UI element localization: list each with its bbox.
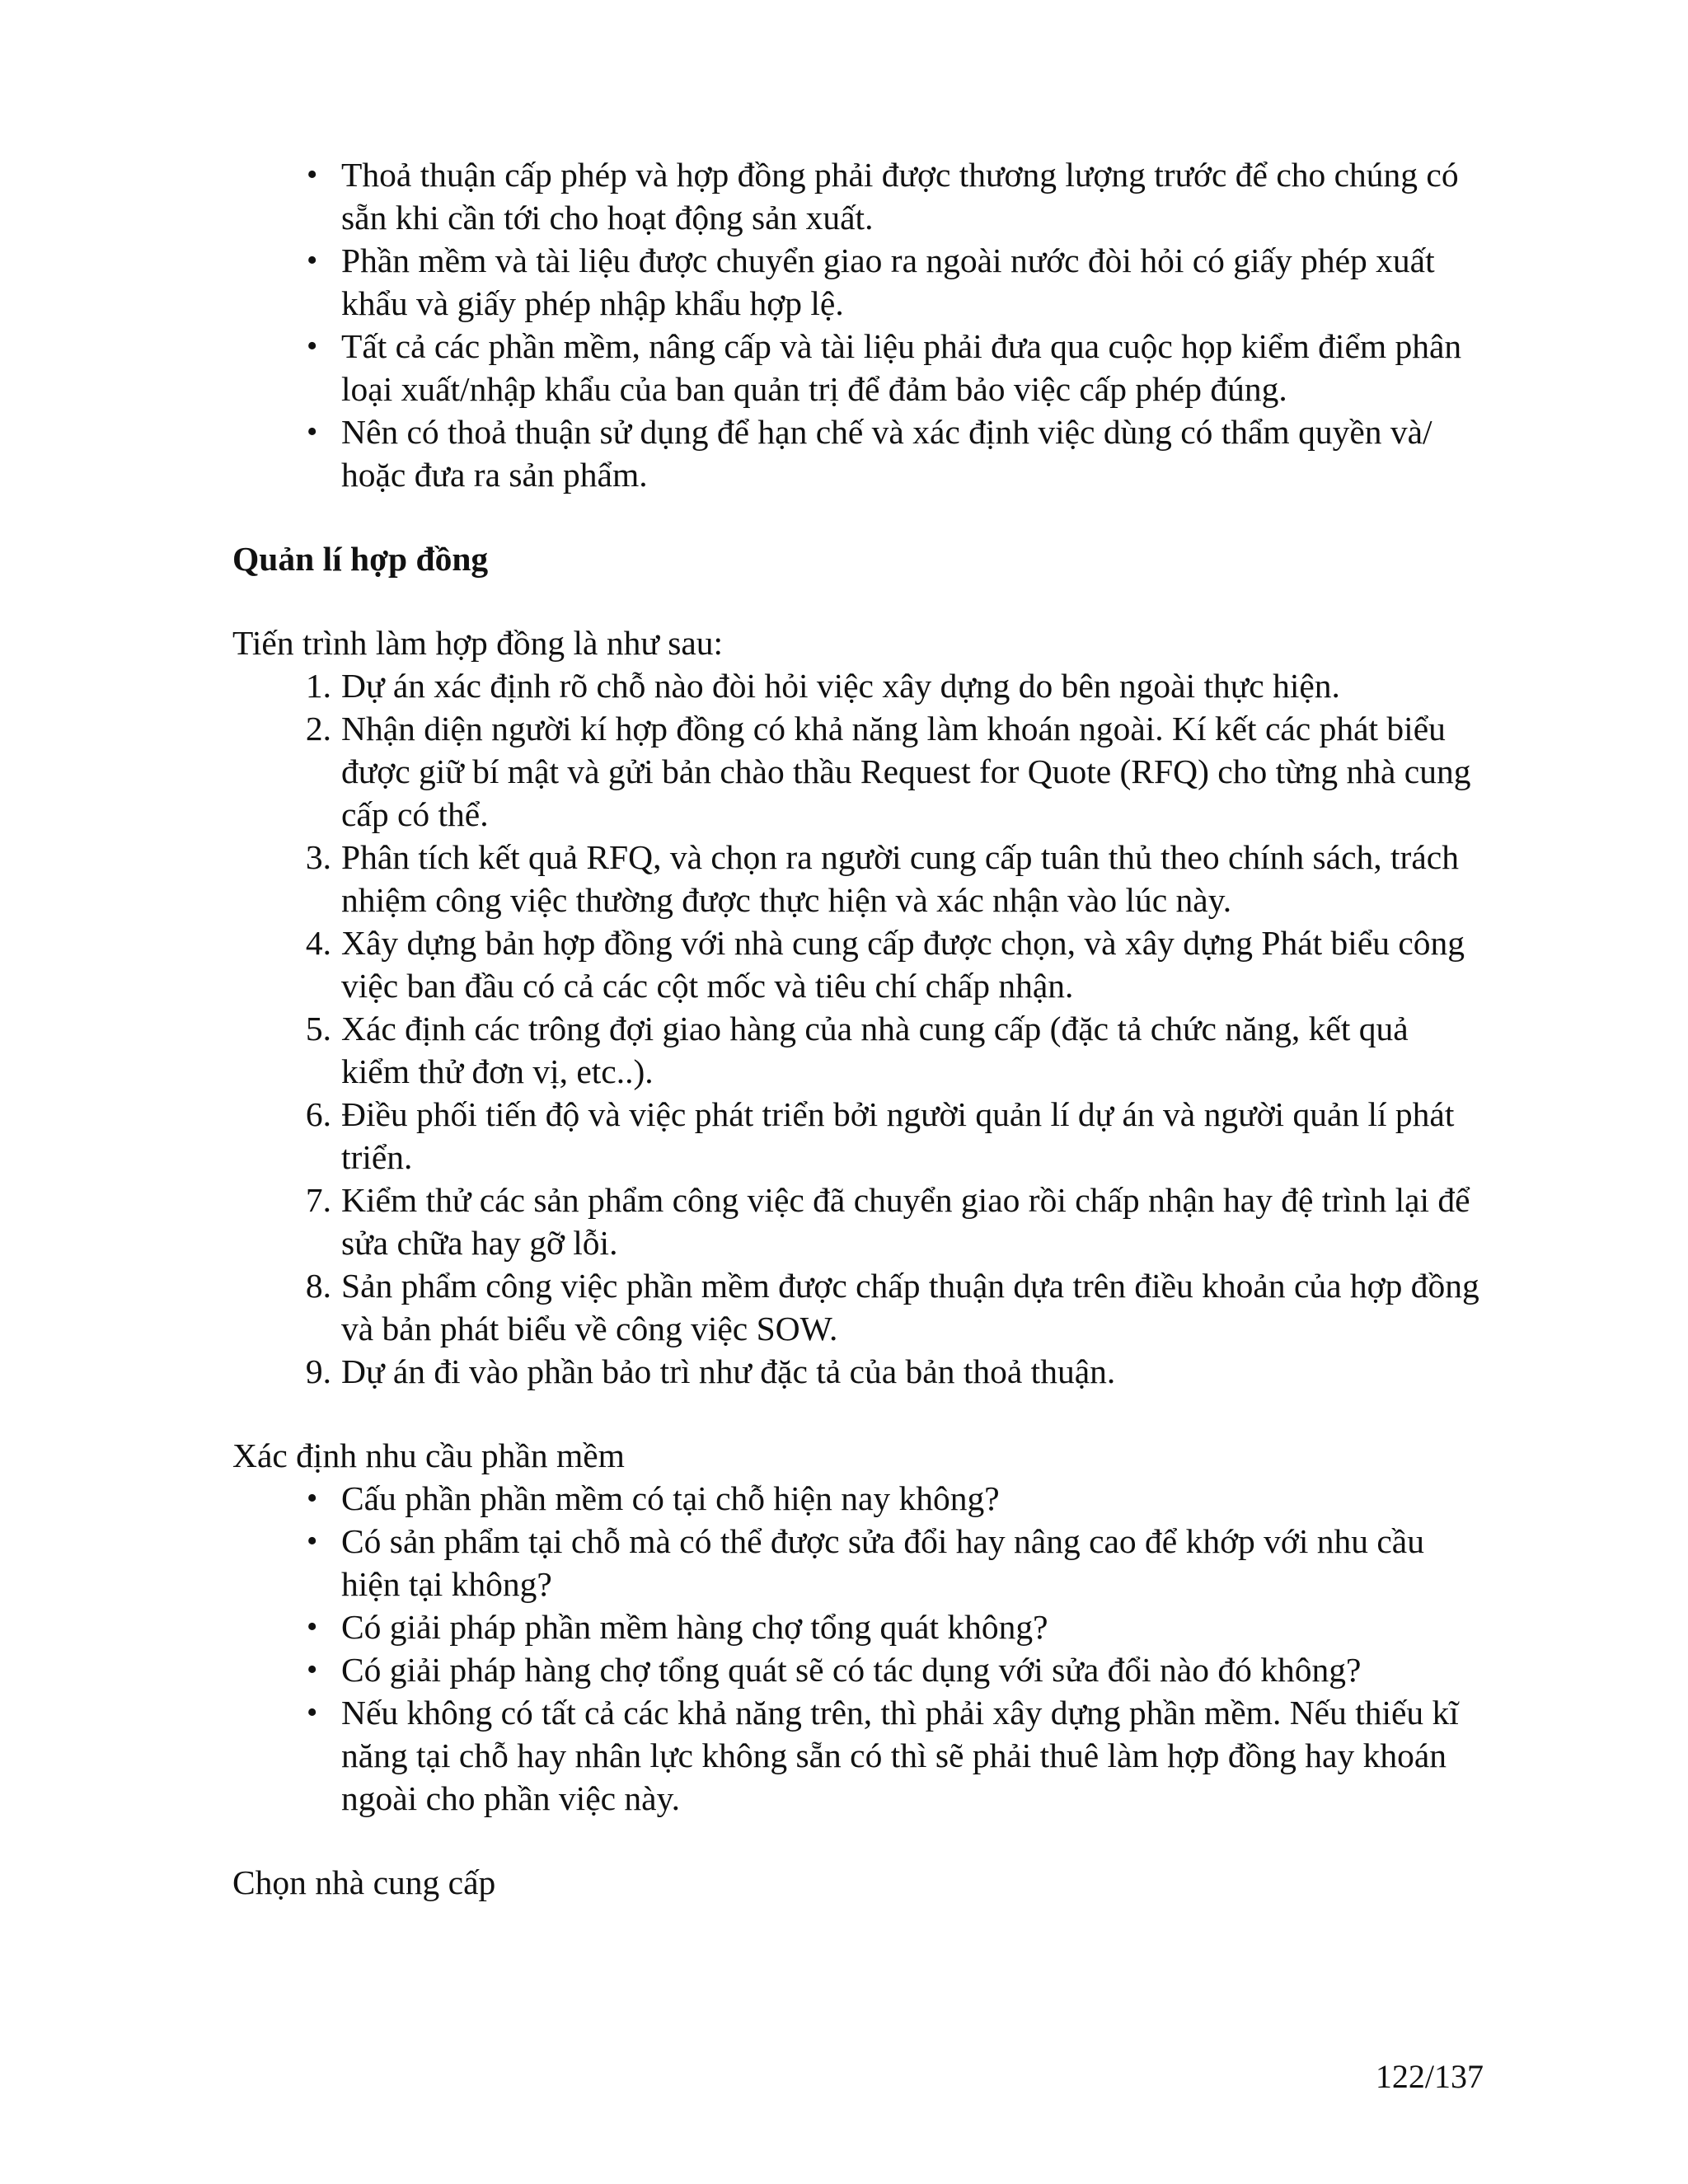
bullet-icon: • — [307, 1695, 318, 1730]
bullet-icon: • — [307, 1610, 318, 1644]
list-item — [232, 1350, 1485, 1393]
page-number: 122/137 — [1375, 2058, 1484, 2095]
bullet-icon: • — [307, 243, 318, 278]
list-item-text: Dự án xác định rõ chỗ nào đòi hỏi việc xây dựng do bên ngoài thực hiện. — [341, 667, 1340, 705]
list-item-text: Nhận diện người kí hợp đồng có khả năng làm khoán ngoài. Kí kết các phát biểu được giữ bí mật và gửi bản chào thầu Request for Quote (RFQ) cho từng nhà cung cấp có thể. — [341, 710, 1471, 833]
step-number: 3. — [305, 838, 331, 876]
step-number: 7. — [305, 1181, 331, 1219]
list-item — [232, 664, 1485, 707]
bullet-icon: • — [307, 157, 318, 192]
list-item — [232, 1179, 1485, 1264]
bullet-icon: • — [307, 1481, 318, 1516]
supplier-selection-heading: Chọn nhà cung cấp — [232, 1863, 496, 1901]
list-item — [232, 1520, 1485, 1605]
list-item — [232, 1093, 1485, 1179]
step-number: 8. — [305, 1267, 331, 1305]
bullet-icon: • — [307, 1524, 318, 1558]
list-item — [232, 1648, 1485, 1691]
needs-bullet-list — [232, 1477, 1485, 1820]
list-item — [232, 707, 1485, 836]
list-item — [232, 239, 1485, 325]
list-item-text: Sản phẩm công việc phần mềm được chấp thuận dựa trên điều khoản của hợp đồng và bản phát biểu về công việc SOW. — [341, 1267, 1479, 1347]
step-number: 4. — [305, 924, 331, 962]
list-item-text: Xác định các trông đợi giao hàng của nhà cung cấp (đặc tả chức năng, kết quả kiểm thử đơn vị, etc..). — [341, 1010, 1409, 1090]
needs-heading: Xác định nhu cầu phần mềm — [232, 1436, 625, 1474]
step-number: 1. — [305, 667, 331, 705]
list-item-text: Nếu không có tất cả các khả năng trên, thì phải xây dựng phần mềm. Nếu thiếu kĩ năng tại chỗ hay nhân lực không sẵn có thì sẽ phải thuê làm hợp đồng hay khoán ngoài cho phần việc này. — [341, 1694, 1459, 1817]
list-item-text: Dự án đi vào phần bảo trì như đặc tả của bản thoả thuận. — [341, 1352, 1116, 1390]
list-item-text: Phân tích kết quả RFQ, và chọn ra người cung cấp tuân thủ theo chính sách, trách nhiệm công việc thường được thực hiện và xác nhận vào lúc này. — [341, 838, 1459, 919]
list-item-text: Nên có thoả thuận sử dụng để hạn chế và xác định việc dùng có thẩm quyền và/ hoặc đưa ra sản phẩm. — [341, 413, 1432, 494]
list-item — [232, 1691, 1485, 1820]
bullet-icon: • — [307, 1652, 318, 1687]
list-item — [232, 1605, 1485, 1648]
list-item-text: Thoả thuận cấp phép và hợp đồng phải được thương lượng trước để cho chúng có sẵn khi cần tới cho hoạt động sản xuất. — [341, 156, 1459, 237]
list-item-text: Phần mềm và tài liệu được chuyển giao ra ngoài nước đòi hỏi có giấy phép xuất khẩu và giấy phép nhập khẩu hợp lệ. — [341, 241, 1435, 322]
list-item-text: Có giải pháp phần mềm hàng chợ tổng quát không? — [341, 1608, 1048, 1646]
step-number: 9. — [305, 1352, 331, 1390]
list-item — [232, 1264, 1485, 1350]
list-item — [232, 921, 1485, 1007]
document-page — [232, 153, 1485, 1904]
bullet-icon: • — [307, 329, 318, 363]
list-item — [232, 153, 1485, 239]
section-heading-contract-management: Quản lí hợp đồng — [232, 540, 489, 578]
list-item-text: Kiểm thử các sản phẩm công việc đã chuyển giao rồi chấp nhận hay đệ trình lại để sửa chữa hay gỡ lỗi. — [341, 1181, 1470, 1262]
list-item-text: Có sản phẩm tại chỗ mà có thể được sửa đổi hay nâng cao để khớp với nhu cầu hiện tại không? — [341, 1522, 1424, 1603]
list-item-text: Cấu phần phần mềm có tại chỗ hiện nay không? — [341, 1479, 1000, 1517]
list-item-text: Tất cả các phần mềm, nâng cấp và tài liệu phải đưa qua cuộc họp kiểm điểm phân loại xuất/nhập khẩu của ban quản trị để đảm bảo việc cấp phép đúng. — [341, 327, 1462, 408]
list-item — [232, 325, 1485, 410]
list-item — [232, 1477, 1485, 1520]
step-number: 5. — [305, 1010, 331, 1047]
step-number: 2. — [305, 710, 331, 748]
licensing-bullet-list — [232, 153, 1485, 496]
list-item-text: Xây dựng bản hợp đồng với nhà cung cấp được chọn, và xây dựng Phát biểu công việc ban đầu có cả các cột mốc và tiêu chí chấp nhận. — [341, 924, 1465, 1005]
list-item — [232, 410, 1485, 496]
list-item — [232, 1007, 1485, 1093]
list-item — [232, 836, 1485, 921]
list-item-text: Điều phối tiến độ và việc phát triển bởi người quản lí dự án và người quản lí phát triển. — [341, 1095, 1455, 1176]
process-intro-text: Tiến trình làm hợp đồng là như sau: — [232, 624, 724, 662]
bullet-icon: • — [307, 415, 318, 449]
contract-process-steps — [232, 664, 1485, 1393]
list-item-text: Có giải pháp hàng chợ tổng quát sẽ có tác dụng với sửa đổi nào đó không? — [341, 1651, 1362, 1689]
step-number: 6. — [305, 1095, 331, 1133]
